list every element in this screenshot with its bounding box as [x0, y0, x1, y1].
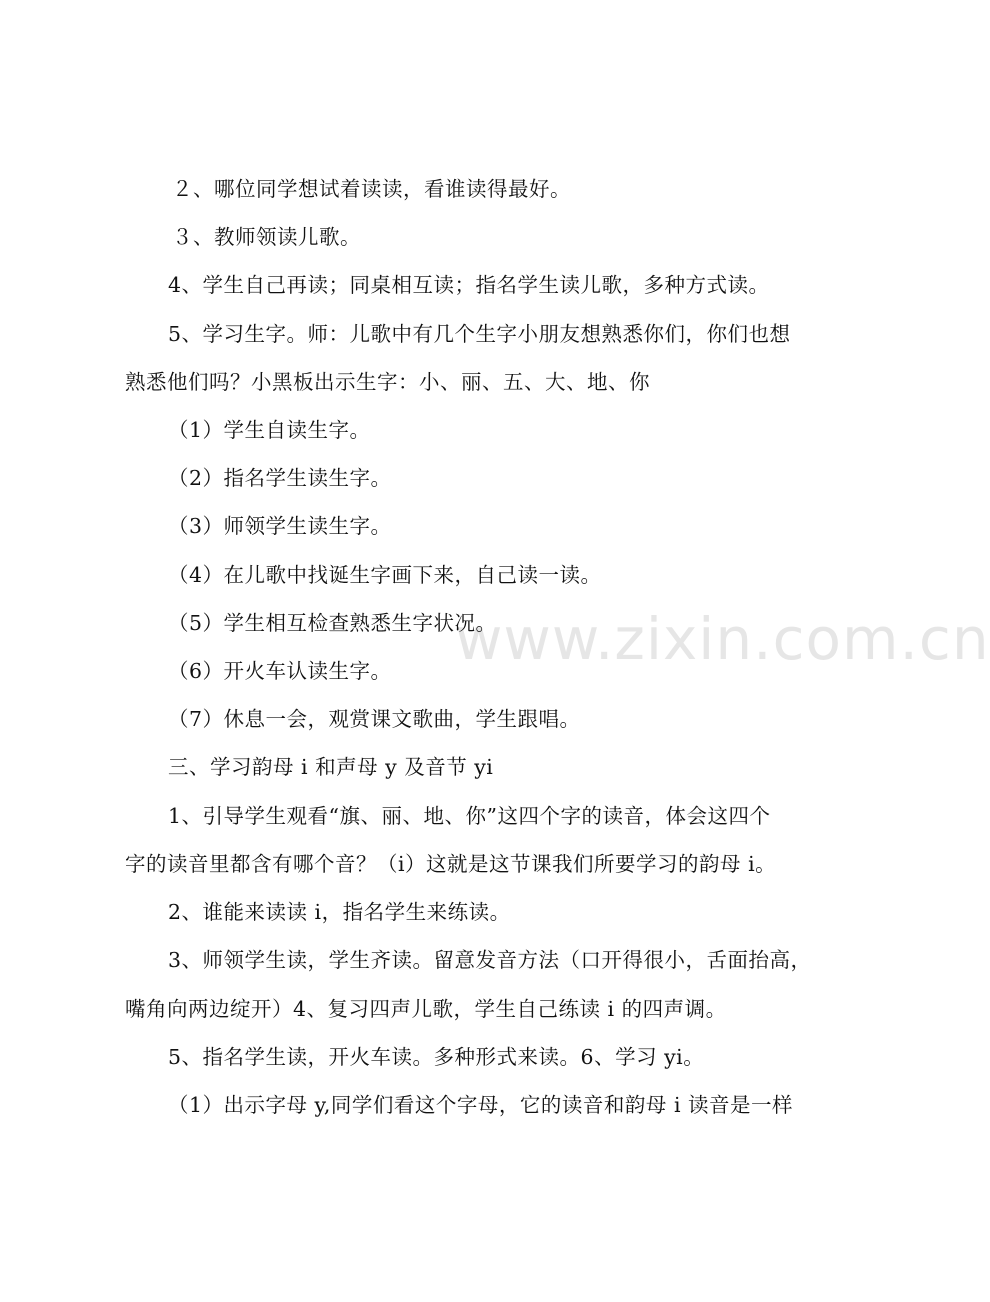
- paragraph-line: ３、教师领读儿歌。: [172, 225, 361, 249]
- list-item: （4）在儿歌中找诞生字画下来，自己读一读。: [168, 563, 602, 587]
- paragraph-line: 3、师领学生读，学生齐读。留意发音方法（口开得很小，舌面抬高，: [168, 948, 812, 972]
- section-heading: 三、学习韵母 i 和声母 y 及音节 yi: [168, 755, 494, 779]
- paragraph-line: 嘴角向两边绽开）4、复习四声儿歌，学生自己练读 i 的四声调。: [125, 997, 727, 1021]
- paragraph-line: 5、学习生字。师：儿歌中有几个生字小朋友想熟悉你们，你们也想: [168, 322, 791, 346]
- paragraph-line: 1、引导学生观看“旗、丽、地、你”这四个字的读音，体会这四个: [168, 804, 771, 828]
- paragraph-line: 字的读音里都含有哪个音？（i）这就是这节课我们所要学习的韵母 i。: [125, 852, 777, 876]
- paragraph-line: 2、谁能来读读 i，指名学生来练读。: [168, 900, 511, 924]
- list-item: （2）指名学生读生字。: [168, 466, 392, 490]
- list-item: （1）学生自读生字。: [168, 418, 371, 442]
- paragraph-line: 4、学生自己再读；同桌相互读；指名学生读儿歌，多种方式读。: [168, 273, 770, 297]
- paragraph-line: ２、哪位同学想试着读读，看谁读得最好。: [172, 177, 571, 201]
- list-item: （3）师领学生读生字。: [168, 514, 392, 538]
- paragraph-line: 熟悉他们吗？小黑板出示生字：小、丽、五、大、地、你: [125, 370, 650, 394]
- list-item: （5）学生相互检查熟悉生字状况。: [168, 611, 497, 635]
- paragraph-line: 5、指名学生读，开火车读。多种形式来读。6、学习 yi。: [168, 1045, 705, 1069]
- list-item: （1）出示字母 y,同学们看这个字母，它的读音和韵母 i 读音是一样: [168, 1093, 794, 1117]
- list-item: （6）开火车认读生字。: [168, 659, 392, 683]
- list-item: （7）休息一会，观赏课文歌曲，学生跟唱。: [168, 707, 581, 731]
- watermark: www.zixin.com.cn: [455, 605, 990, 673]
